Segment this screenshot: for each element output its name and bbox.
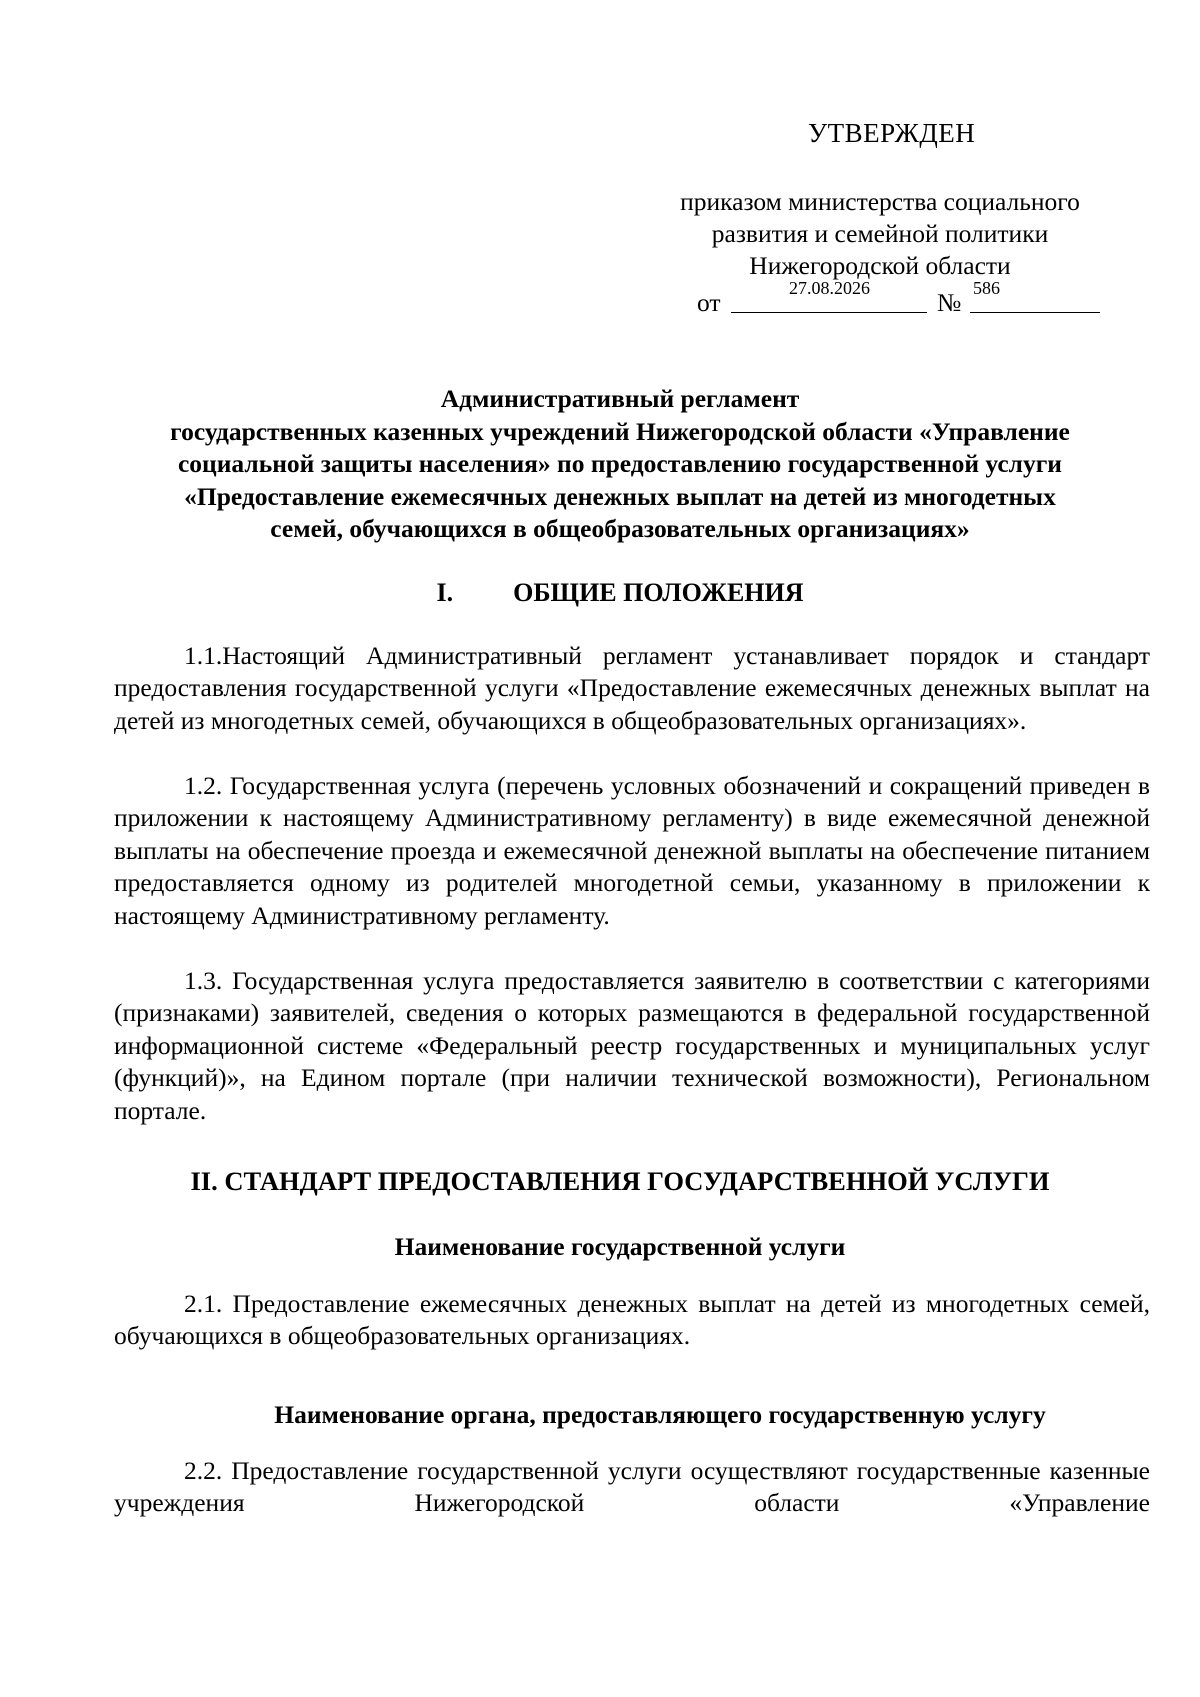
- title-line-4: «Предоставление ежемесячных денежных выплат на детей из многодетных: [184, 481, 1056, 511]
- title-line-3: социальной защиты населения» по предоставлению государственной услуги: [177, 449, 1062, 478]
- paragraph-2-1: 2.1. Предоставление ежемесячных денежных выплат на детей из многодетных семей, обучающихся в общеобразовательных организациях.: [114, 1289, 1150, 1351]
- paragraph-1-2: 1.2. Государственная услуга (перечень условных обозначений и сокращений приведен в приложении к настоящему Административному регламенту) в виде ежемесячной денежной выплаты на обеспечение проезда и ежемесячной денежной выплаты на обеспечение питанием предоставляется одному из родителей многодетной семьи, указанному в приложении к настоящему Административному регламенту.: [114, 771, 1150, 930]
- subheading-service-body: Наименование органа, предоставляющего государственную услугу: [274, 1400, 1046, 1429]
- date-underline: [731, 312, 927, 313]
- section-1-title: ОБЩИЕ ПОЛОЖЕНИЯ: [513, 578, 804, 607]
- order-date: 27.08.2026: [789, 278, 870, 298]
- section-1-number: I.: [436, 578, 454, 607]
- section-1-heading: [100, 578, 1140, 608]
- order-number: 586: [973, 278, 1000, 298]
- approval-block: [640, 186, 1120, 282]
- approval-line-2: развития и семейной политики: [711, 219, 1049, 248]
- paragraph-1-3: 1.3. Государственная услуга предоставляется заявителю в соответствии с категориями (признаками) заявителей, сведения о которых размещаются в федеральной государственной информационной системе «Федеральный реестр государственных и муниципальных услуг (функций)», на Едином портале (при наличии технической возможности), Региональном портале.: [114, 966, 1150, 1125]
- paragraph-2-2: 2.2. Предоставление государственной услуги осуществляют государственные казенные учреждения Нижегородской области «Управление: [114, 1456, 1150, 1518]
- document-title: [100, 383, 1140, 546]
- number-underline: [970, 312, 1100, 313]
- section-2-heading: II. СТАНДАРТ ПРЕДОСТАВЛЕНИЯ ГОСУДАРСТВЕННОЙ УСЛУГИ: [190, 1166, 1050, 1196]
- from-label: от: [697, 288, 721, 317]
- title-line-5: семей, обучающихся в общеобразовательных организациях»: [270, 514, 970, 543]
- approval-line-1: приказом министерства социального: [680, 187, 1080, 216]
- number-sign: №: [937, 288, 962, 317]
- title-line-1: Административный регламент: [440, 384, 800, 413]
- title-line-2: государственных казенных учреждений Нижегородской области «Управление: [170, 416, 1070, 446]
- subheading-service-name: Наименование государственной услуги: [394, 1232, 846, 1261]
- approved-heading: УТВЕРЖДЕН: [808, 118, 976, 148]
- approval-line-3: Нижегородской области: [749, 251, 1011, 280]
- paragraph-1-1: 1.1.Настоящий Административный регламент устанавливает порядок и стандарт предоставления государственной услуги «Предоставление ежемесячных денежных выплат на детей из многодетных семей, обучающихся в общеобразовательных организациях».: [114, 641, 1150, 735]
- order-details: [697, 278, 1117, 322]
